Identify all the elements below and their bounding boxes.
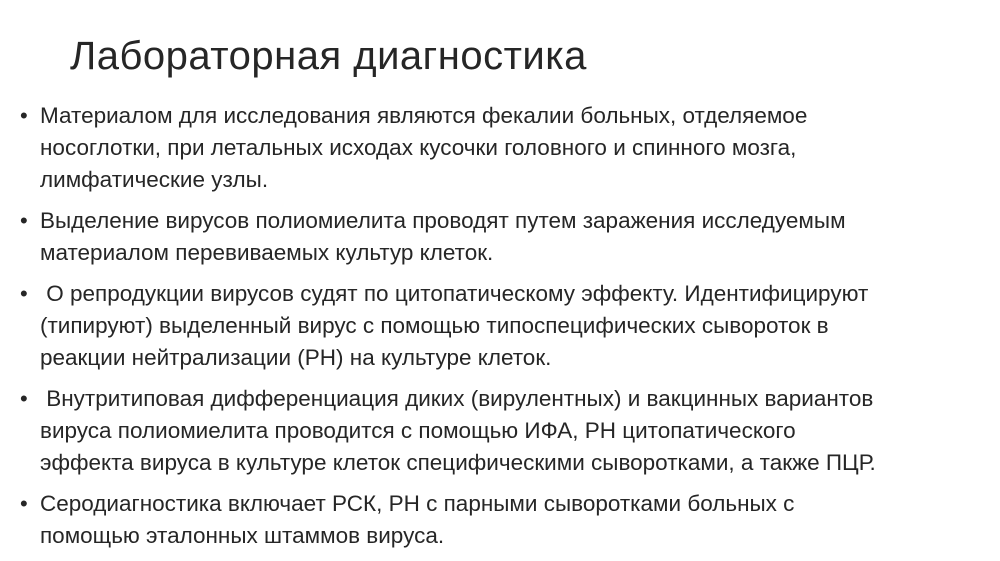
- bullet-list: [20, 100, 980, 561]
- bullet-text-line: Внутритиповая дифференциация диких (вирулентных) и вакцинных вариантов: [40, 386, 874, 411]
- bullet-dot-icon: •: [20, 281, 28, 306]
- bullet-text-line: лимфатические узлы.: [40, 167, 269, 192]
- bullet-item: [20, 488, 980, 552]
- bullet-dot-icon: •: [20, 208, 28, 233]
- bullet-item: [20, 278, 980, 374]
- bullet-text-line: О репродукции вирусов судят по цитопатическому эффекту. Идентифицируют: [40, 281, 869, 306]
- bullet-text-line: (типируют) выделенный вирус с помощью типоспецифических сывороток в: [40, 313, 829, 338]
- bullet-text-line: эффекта вируса в культуре клеток специфическими сыворотками, а также ПЦР.: [40, 450, 876, 475]
- bullet-dot-icon: •: [20, 103, 28, 128]
- bullet-text-line: помощью эталонных штаммов вируса.: [40, 523, 445, 548]
- bullet-text-line: реакции нейтрализации (РН) на культуре клеток.: [40, 345, 552, 370]
- bullet-text-line: Материалом для исследования являются фекалии больных, отделяемое: [40, 103, 808, 128]
- bullet-dot-icon: •: [20, 386, 28, 411]
- bullet-item: [20, 205, 980, 269]
- bullet-text-line: носоглотки, при летальных исходах кусочки головного и спинного мозга,: [40, 135, 797, 160]
- bullet-text-line: материалом перевиваемых культур клеток.: [40, 240, 494, 265]
- bullet-item: [20, 383, 980, 479]
- bullet-dot-icon: •: [20, 491, 28, 516]
- bullet-text-line: Выделение вирусов полиомиелита проводят путем заражения исследуемым: [40, 208, 846, 233]
- bullet-item: [20, 100, 980, 196]
- bullet-text-line: Серодиагностика включает РСК, РН с парными сыворотками больных с: [40, 491, 795, 516]
- slide-title: Лабораторная диагностика: [70, 34, 587, 78]
- bullet-text-line: вируса полиомиелита проводится с помощью ИФА, РН цитопатического: [40, 418, 796, 443]
